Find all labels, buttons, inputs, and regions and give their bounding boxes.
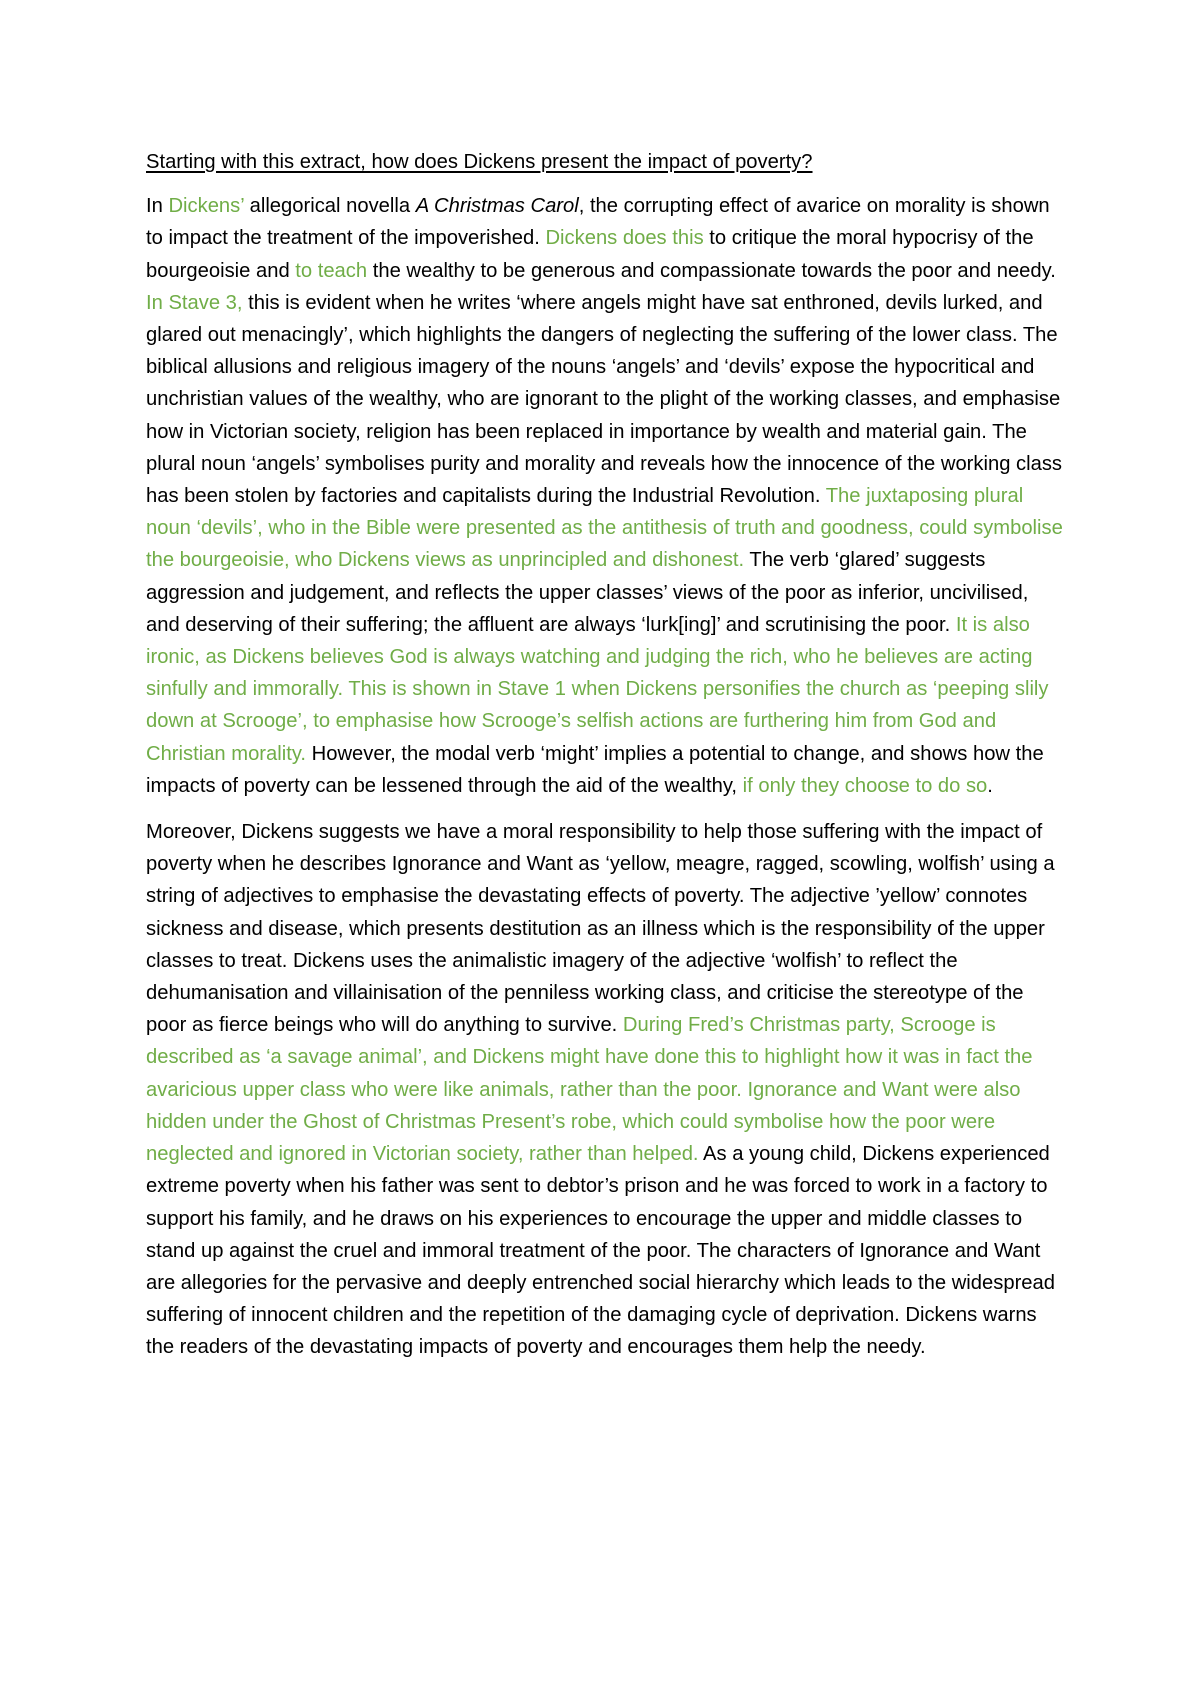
text-run: As a young child, Dickens experienced extreme poverty when his father was sent to debtor’s prison and he was forced to work in a factory to support his family, and he draws on his experiences to encourage the upper and middle classes to stand up against the cruel and immoral treatment of the poor. The characters of Ignorance and Want are allegories for the pervasive and deeply entrenched social hierarchy which leads to the widespread suffering of innocent children and the repetition of the damaging cycle of deprivation. Dickens warns the readers of the devastating impacts of poverty and encourages them help the needy. bbox=[146, 1143, 1055, 1359]
essay-paragraph bbox=[146, 190, 1066, 802]
text-run: this is evident when he writes ‘where angels might have sat enthroned, devils lurked, and glared out menacingly’, which highlights the dangers of neglecting the suffering of the lower class. The biblical allusions and religious imagery of the nouns ‘angels’ and ‘devils’ expose the hypocritical and unchristian values of the wealthy, who are ignorant to the plight of the working classes, and emphasise how in Victorian society, religion has been replaced in importance by wealth and material gain. The plural noun ‘angels’ symbolises purity and morality and reveals how the innocence of the working class has been stolen by factories and capitalists during the Industrial Revolution. bbox=[146, 291, 1063, 508]
essay-body bbox=[146, 190, 1066, 1363]
highlighted-text-run: to teach bbox=[295, 259, 368, 282]
highlighted-text-run: In Stave 3, bbox=[146, 291, 243, 314]
text-run: The verb ‘glared’ suggests aggression and judgement, and reflects the upper classes’ views of the poor as inferior, uncivilised, and deserving of their suffering; the affluent are always ‘lurk[ing]’ and scrutinising the poor. bbox=[146, 549, 1029, 636]
text-run: , the corrupting effect of avarice on morality is shown to impact the treatment of the impoverished. bbox=[146, 195, 1050, 250]
essay-question-title: Starting with this extract, how does Dickens present the impact of poverty? bbox=[146, 151, 813, 173]
text-run: . bbox=[987, 774, 993, 797]
text-run: Moreover, Dickens suggests we have a moral responsibility to help those suffering with the impact of poverty when he describes Ignorance and Want as ‘yellow, meagre, ragged, scowling, wolfish’ using a string of adjectives to emphasise the devastating effects of poverty. The adjective ’yellow’ connotes sickness and disease, which presents destitution as an illness which is the responsibility of the upper classes to treat. Dickens uses the animalistic imagery of the adjective ‘wolfish’ to reflect the dehumanisation and villainisation of the penniless working class, and criticise the stereotype of the poor as fierce beings who will do anything to survive. bbox=[146, 821, 1055, 1037]
text-run: to critique the moral hypocrisy of the bourgeoisie and bbox=[146, 227, 1034, 282]
highlighted-text-run: Dickens’ bbox=[168, 195, 244, 218]
highlighted-text-run: The juxtaposing plural noun ‘devils’, who in the Bible were presented as the antithesis of truth and goodness, could symbolise the bourgeoisie, who Dickens views as unprincipled and dishonest. bbox=[146, 485, 1063, 572]
highlighted-text-run: During Fred’s Christmas party, Scrooge is described as ‘a savage animal’, and Dickens might have done this to highlight how it was in fact the avaricious upper class who were like animals, rather than the poor. Ignorance and Want were also hidden under the Ghost of Christmas Present’s robe, which could symbolise how the poor were neglected and ignored in Victorian society, rather than helped. bbox=[146, 1014, 1033, 1166]
text-run: However, the modal verb ‘might’ implies a potential to change, and shows how the impacts of poverty can be lessened through the aid of the wealthy, bbox=[146, 742, 1044, 797]
highlighted-text-run: It is also ironic, as Dickens believes God is always watching and judging the rich, who he believes are acting sinfully and immorally. This is shown in Stave 1 when Dickens personifies the church as ‘peeping slily down at Scrooge’, to emphasise how Scrooge’s selfish actions are furthering him from God and Christian morality. bbox=[146, 613, 1049, 765]
highlighted-text-run: if only they choose to do so bbox=[742, 774, 988, 797]
highlighted-text-run: Dickens does this bbox=[545, 227, 704, 250]
document-page bbox=[146, 146, 1066, 1378]
essay-paragraph bbox=[146, 816, 1066, 1363]
text-run: the wealthy to be generous and compassionate towards the poor and needy. bbox=[367, 259, 1056, 282]
text-run: In bbox=[146, 195, 169, 218]
text-run: allegorical novella bbox=[244, 195, 416, 218]
italic-text-run: A Christmas Carol bbox=[415, 195, 579, 218]
